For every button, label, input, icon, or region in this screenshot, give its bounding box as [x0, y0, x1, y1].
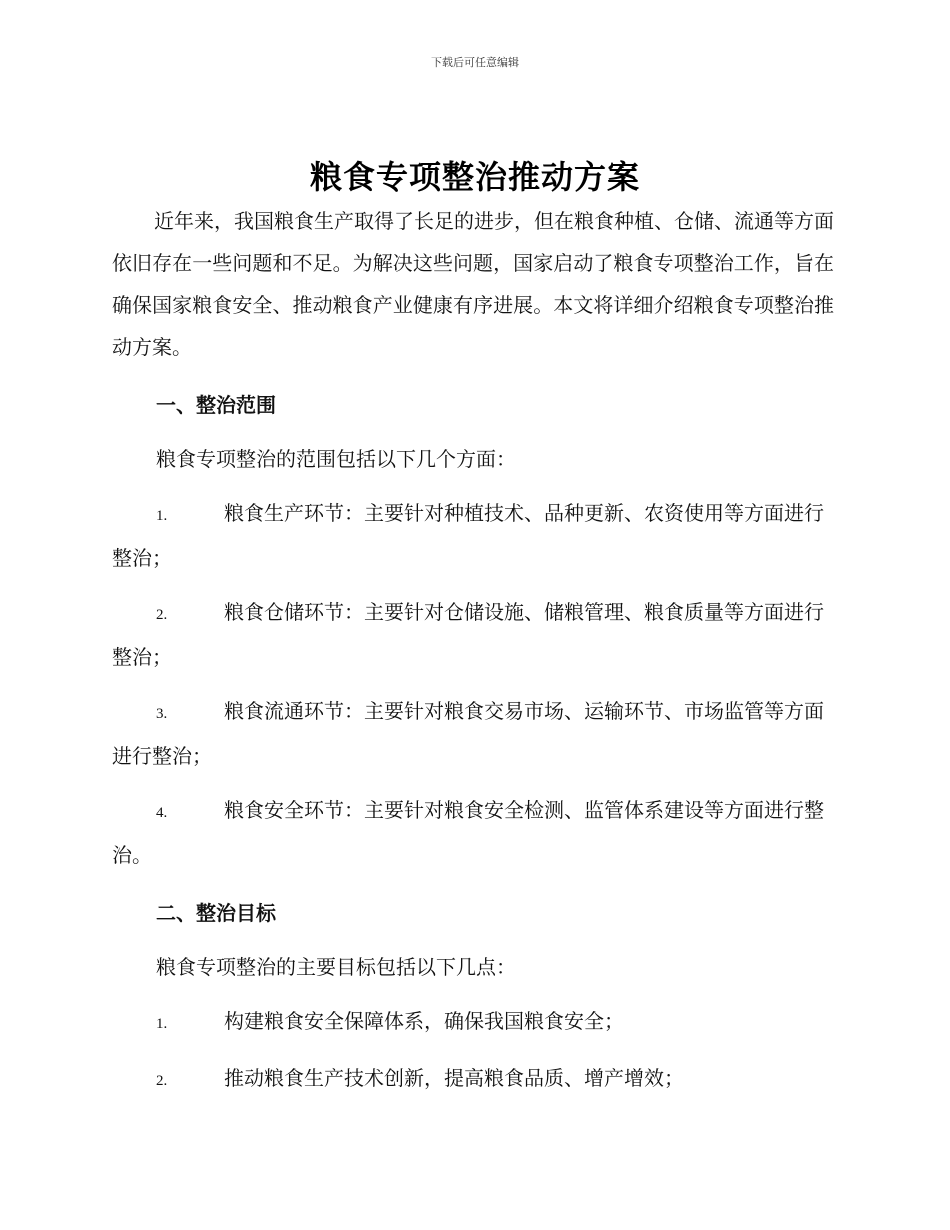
- document-title: 粮食专项整治推动方案: [309, 158, 640, 196]
- list-item: [112, 591, 834, 678]
- intro-paragraph: 近年来，我国粮食生产取得了长足的进步，但在粮食种植、仓储、流通等方面依旧存在一些问题和不足。为解决这些问题，国家启动了粮食专项整治工作，旨在确保国家粮食安全、推动粮食产业健康有序进展。本文将详细介绍粮食专项整治推动方案。: [112, 209, 834, 359]
- list-item-number: 3.: [156, 706, 168, 722]
- section-scope: [112, 384, 834, 876]
- list-item: [112, 492, 834, 579]
- list-item: [112, 1057, 834, 1102]
- list-item: [112, 789, 834, 876]
- list-item: [112, 1000, 834, 1045]
- list-item-text: 粮食流通环节：主要针对粮食交易市场、运输环节、市场监管等方面进行整治；: [112, 699, 824, 768]
- section-goals: [112, 892, 834, 1102]
- section-heading: 二、整治目标: [156, 901, 276, 925]
- list-item-number: 2.: [156, 607, 168, 623]
- list-item-text: 构建粮食安全保障体系，确保我国粮食安全；: [224, 1009, 624, 1033]
- list-item-number: 2.: [156, 1073, 168, 1089]
- list-item-text: 粮食安全环节：主要针对粮食安全检测、监管体系建设等方面进行整治。: [112, 798, 824, 867]
- section-heading: 一、整治范围: [156, 393, 276, 417]
- page-header-note: 下载后可任意编辑: [431, 56, 519, 69]
- list-item-text: 推动粮食生产技术创新，提高粮食品质、增产增效；: [224, 1066, 684, 1090]
- list-item-number: 4.: [156, 805, 168, 821]
- list-item-text: 粮食仓储环节：主要针对仓储设施、储粮管理、粮食质量等方面进行整治；: [112, 600, 824, 669]
- section-intro: 粮食专项整治的主要目标包括以下几点：: [156, 955, 516, 979]
- document-body: [112, 200, 834, 1102]
- section-intro: 粮食专项整治的范围包括以下几个方面：: [156, 447, 516, 471]
- list-item: [112, 690, 834, 777]
- list-item-number: 1.: [156, 508, 168, 524]
- list-item-text: 粮食生产环节：主要针对种植技术、品种更新、农资使用等方面进行整治；: [112, 501, 824, 570]
- list-item-number: 1.: [156, 1016, 168, 1032]
